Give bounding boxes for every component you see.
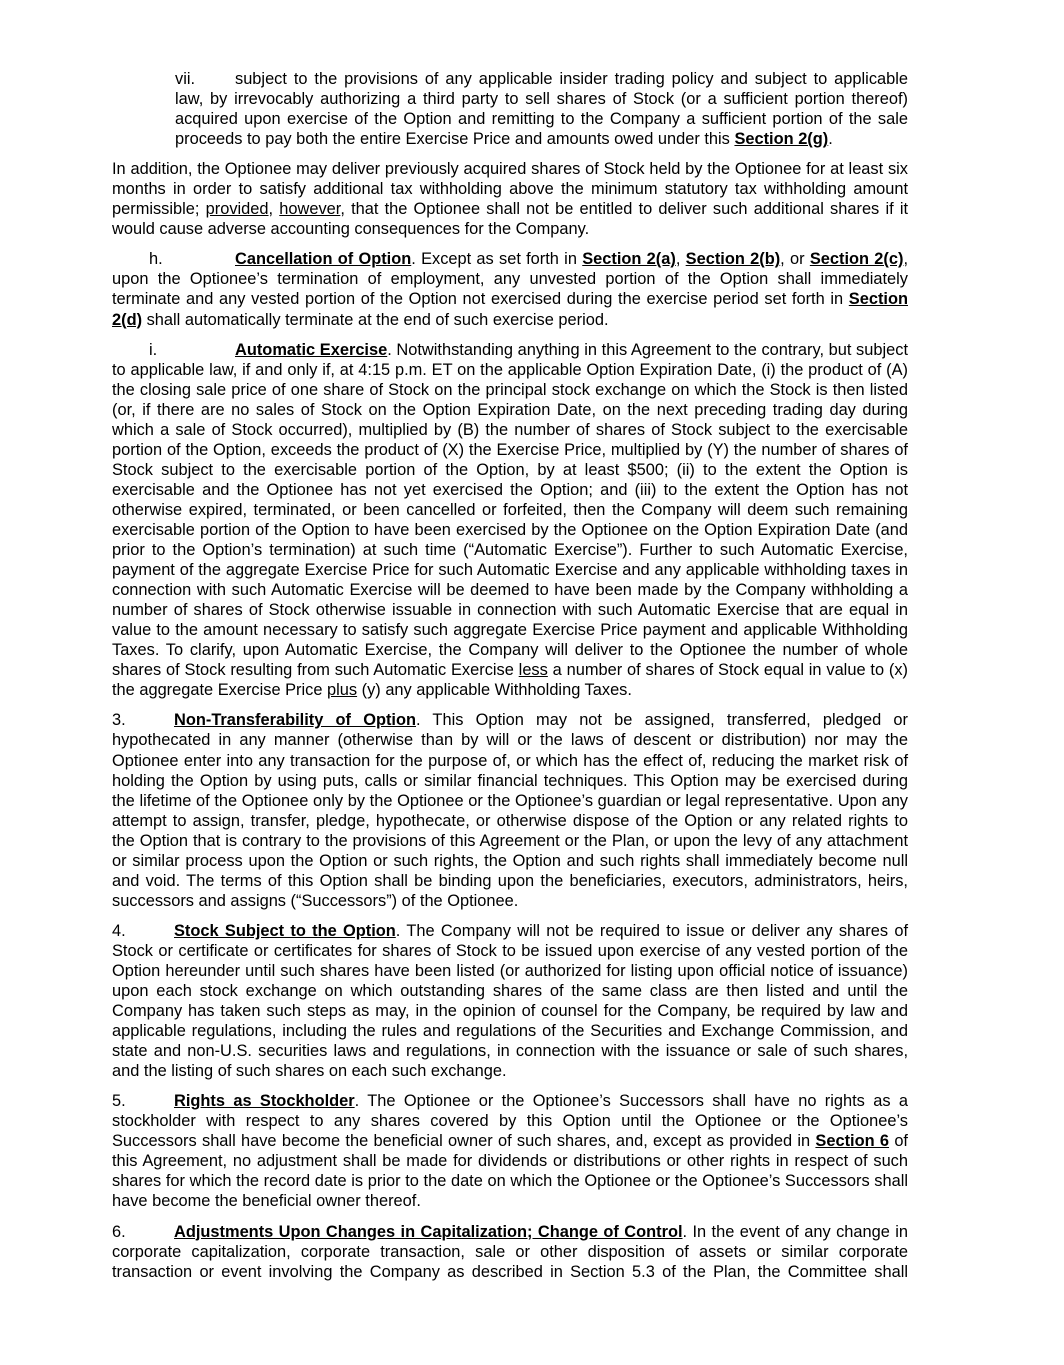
section-2a-reference: Section 2(a) (582, 250, 676, 269)
item-i-text-middle: a number of shares of Stock equal in value to (x) the aggregate Exercise Price (112, 661, 908, 700)
section-4-paragraph (112, 921, 908, 1081)
item-i-number: i. (149, 340, 158, 359)
item-i-heading: Automatic Exercise (235, 340, 388, 359)
section-3-paragraph (112, 710, 908, 910)
item-h-text-end: shall automatically terminate at the end of such exercise period. (142, 310, 609, 329)
item-vii-number: vii. (175, 70, 196, 88)
provided-term: provided (205, 200, 269, 219)
addition-text-end: , that the Optionee shall not be entitled to deliver such additional shares if it would cause adverse accounting consequences for the Company. (112, 200, 909, 239)
item-h-heading: Cancellation of Option (235, 250, 412, 269)
section-2g-reference: Section 2(g) (734, 130, 829, 149)
section-4-text: . The Company will not be required to issue or deliver any shares of Stock or certificate or certificates for shares of Stock to be issued upon exercise of any vested portion of the Option hereunder until such shares have been listed (or authorized for listing upon official notice of issuance) upon each stock exchange on which outstanding shares of the same class are then listed and until the Company has taken such steps as may, in the opinion of counsel for the Company, be required by law and applicable regulations, including the rules and regulations of the Securities and Exchange Commission, and state and non-U.S. securities laws and regulations, in connection with the issuance or sale of such shares, and the listing of such shares on each such exchange. (112, 921, 908, 1081)
section-3-text: . This Option may not be assigned, transferred, pledged or hypothecated in any manner (otherwise than by will or the laws of descent or distribution) nor may the Optionee enter into any transaction for the purpose of, or which has the effect of, reducing the market risk of holding the Option by using puts, calls or similar financial techniques. This Option may be exercised during the lifetime of the Optionee only by the Optionee or the Optionee’s guardian or legal representative. Upon any attempt to assign, transfer, pledge, hypothecate, or otherwise dispose of the Option or any related rights to the Option that is contrary to the provisions of this Agreement or the Plan, or upon the levy of any attachment or similar process upon the Option or such rights, the Option and such rights shall immediately become null and void. The terms of this Option shall be binding upon the beneficiaries, executors, administrators, heirs, successors and assigns (“Successors”) of the Optionee. (112, 711, 908, 910)
section-5-paragraph (112, 1091, 908, 1211)
section-6-text: . In the event of any change in corporate capitalization, corporate transaction, sale or other disposition of assets or similar corporate transaction or event involving the Company as described in Section 5.3 of the Plan, the Committee shall (112, 1222, 908, 1281)
section-5-text: . The Optionee or the Optionee’s Successors shall have no rights as a stockholder with respect to any shares covered by this Option until the Optionee or the Optionee’s Successors shall have become the beneficial owner of such shares, and, except as provided in (112, 1092, 908, 1151)
section-4-heading: Stock Subject to the Option (174, 921, 396, 940)
section-6-number: 6. (112, 1222, 126, 1241)
item-i-paragraph (112, 340, 908, 701)
item-h-paragraph (112, 249, 908, 329)
section-3-heading: Non-Transferability of Option (174, 711, 416, 730)
item-h-text-middle: , upon the Optionee’s termination of employment, any unvested portion of the Option shall immediately terminate and any vested portion of the Option not exercised during the exercise period set forth in (112, 250, 908, 309)
item-i-text: . Notwithstanding anything in this Agreement to the contrary, but subject to applicable law, if and only if, at 4:15 p.m. ET on the applicable Option Expiration Date, (i) the product of (A) the closing sale price of one share of Stock on the principal stock exchange on which the Stock is then listed (or, if there are no sales of Stock on the Option Expiration Date, on the next preceding trading day during which a sale of Stock occurred), multiplied by (B) the number of shares of Stock subject to the exercisable portion of the Option, exceeds the product of (X) the Exercise Price, multiplied by (Y) the number of shares of Stock subject to the exercisable portion of the Option, by at least $500; (ii) to the extent the Option is exercisable and the Optionee has not yet exercised the Option; and (iii) to the extent the Option has not otherwise expired, terminated, or been cancelled or forfeited, then the Company will deem such remaining exercisable portion of the Option to have been exercised by the Optionee on the Option Expiration Date (and prior to the Option’s termination) at such time (“Automatic Exercise”). Further to such Automatic Exercise, payment of the aggregate Exercise Price for such Automatic Exercise and any applicable withholding taxes in connection with such Automatic Exercise will be deemed to have been made by the Company withholding a number of shares of Stock otherwise issuable in connection with such Automatic Exercise that are equal in value to the amount necessary to satisfy such aggregate Exercise Price payment and applicable Withholding Taxes. To clarify, upon Automatic Exercise, the Company will deliver to the Optionee the number of whole shares of Stock resulting from such Automatic Exercise (112, 340, 908, 680)
however-term: however (279, 200, 341, 219)
less-term: less (518, 661, 548, 680)
section-2c-reference: Section 2(c) (809, 250, 904, 269)
section-4-number: 4. (112, 921, 126, 940)
section-2b-reference: Section 2(b) (685, 250, 781, 269)
plus-term: plus (327, 681, 358, 700)
section-5-heading: Rights as Stockholder (174, 1092, 355, 1111)
addition-text: In addition, the Optionee may deliver previously acquired shares of Stock held by the Optionee for at least six months in order to satisfy additional tax withholding above the minimum statutory tax withholding amount permissible; (112, 160, 908, 219)
section-5-text-end: of this Agreement, no adjustment shall be made for dividends or distributions or other rights in respect of such shares for which the record date is prior to the date on which the Optionee or the Optionee’s Successors shall have become the beneficial owner thereof. (112, 1132, 908, 1211)
section-3-number: 3. (112, 711, 126, 730)
item-vii-text: subject to the provisions of any applicable insider trading policy and subject to applicable law, by irrevocably authorizing a third party to sell shares of Stock (or a sufficient portion thereof) acquired upon exercise of the Option and remitting to the Company a sufficient portion of the sale proceeds to pay both the entire Exercise Price and amounts owed under this (175, 70, 908, 149)
item-h-sep2: , or (780, 250, 810, 269)
item-h-sep1: , (675, 250, 686, 269)
section-2d-reference: Section 2(d) (112, 290, 908, 329)
section-6-paragraph (112, 1222, 908, 1282)
item-vii-end: . (828, 130, 833, 149)
section-6-heading: Adjustments Upon Changes in Capitalization; Change of Control (174, 1222, 683, 1241)
addition-comma: , (268, 200, 280, 219)
document-page (112, 69, 908, 1292)
item-h-number: h. (149, 250, 163, 269)
item-i-text-end: (y) any applicable Withholding Taxes. (357, 681, 632, 700)
item-h-text: . Except as set forth in (411, 250, 583, 269)
addition-paragraph (112, 159, 908, 239)
section-6-reference: Section 6 (815, 1132, 890, 1151)
section-5-number: 5. (112, 1092, 126, 1111)
item-vii-paragraph (175, 69, 908, 149)
